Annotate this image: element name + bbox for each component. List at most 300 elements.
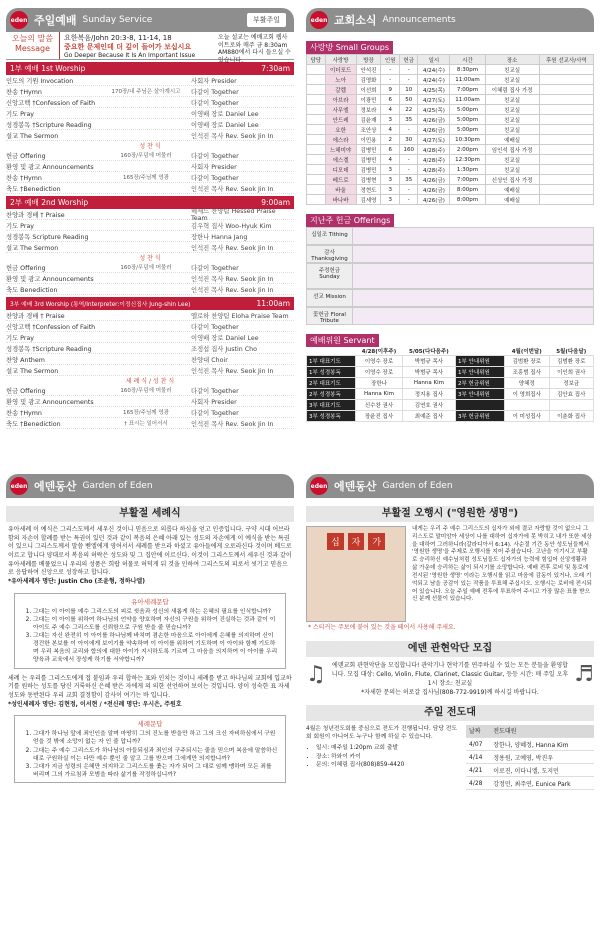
order-c: 인석진 목사 Rev. Seok Jin In bbox=[191, 367, 274, 375]
table-cell: 친교실 bbox=[485, 95, 539, 105]
order-b: 160장/무덤에 머물러 bbox=[120, 265, 172, 271]
order-c: 인석진 목사 Rev. Seok Jin In bbox=[191, 286, 274, 294]
table-cell: 에스라 bbox=[325, 135, 356, 145]
order-a: 신앙고백 †Confession of Faith bbox=[6, 323, 96, 331]
communion-label: 성 찬 식 bbox=[139, 143, 161, 150]
order-b: 165장/주님께 영광 bbox=[123, 410, 169, 416]
orchestra-text: 에덴교회 관현악단을 모집합니다! 관악기나 현악기를 연주하실 수 있는 모든 분들을 환영합니다. 모집 대상: Cello, Violin, Flute, Clarinet, Classic Guitar, 등등 시간: 매 주일 오후 1시 장소: 친교실 bbox=[331, 661, 569, 687]
col-header: 일시 bbox=[418, 55, 450, 65]
table-cell bbox=[307, 75, 326, 85]
offering-row bbox=[306, 307, 594, 325]
eden-panel bbox=[306, 474, 594, 924]
table-cell: 임인석 집사 가정 bbox=[485, 145, 539, 155]
order-c: 이영배 장로 Daniel Lee bbox=[191, 121, 259, 129]
table-cell: 이춘화 집사 bbox=[549, 411, 594, 422]
table-cell bbox=[505, 400, 549, 411]
order-c: 다같이 Together bbox=[191, 174, 239, 182]
table-cell: 신상인 집사 가정 bbox=[485, 175, 539, 185]
table-cell: 친교실 bbox=[485, 155, 539, 165]
table-cell bbox=[539, 75, 593, 85]
order-row bbox=[6, 86, 294, 97]
easter-badge: 부활주일 bbox=[247, 13, 286, 27]
table-cell: 35 bbox=[399, 115, 418, 125]
table-cell bbox=[549, 400, 594, 411]
table-header-row bbox=[466, 725, 594, 738]
table-cell: 요한 bbox=[325, 125, 356, 135]
table-cell: 1부 안내위원 bbox=[455, 367, 504, 378]
table-cell: 1:30pm bbox=[450, 165, 485, 175]
table-cell: 김병현 bbox=[356, 175, 381, 185]
col-header: 5/05(다다음주) bbox=[409, 349, 449, 355]
table-cell: 1부 안내위원 bbox=[455, 356, 504, 367]
church-logo: eden bbox=[10, 477, 28, 495]
worship-3-bar: 3부 예배 3rd Worship (통역/Interpreter:이정신집사 Jung-shin Lee) 11:00am bbox=[6, 297, 294, 310]
table-cell bbox=[307, 95, 326, 105]
table-cell: 박범규 목사 bbox=[402, 356, 455, 367]
table-cell: 이광민 bbox=[356, 95, 381, 105]
table-cell: 4/07 bbox=[466, 738, 490, 751]
table-cell: 장한나 bbox=[356, 378, 403, 389]
table-row bbox=[466, 751, 594, 764]
message-note: 오늘 설교는 예배고회 웹사이트로와 매주 금 8:30am AM880에서 다시 들으실 수 있습니다. bbox=[218, 34, 291, 64]
table-cell: - bbox=[399, 195, 418, 205]
list-item: 3. 그대가 지금 성령의 은혜만 의지하고 그리스도를 좇는 자가 되어 그 대로 임께 맹하며 모든 죄를 버리며 그의 가르침과 모범을 따라 삶기를 작정하십니까? bbox=[33, 763, 279, 779]
table-cell: 4/25(목) bbox=[418, 105, 450, 115]
col-header: 날짜 bbox=[466, 725, 490, 738]
section-title-ko: 에덴동산 bbox=[34, 480, 77, 493]
table-cell bbox=[539, 175, 593, 185]
list-item: 2. 그대는 이 아이를 위하여 하나님의 언약을 양호하며 자신의 구원을 위하여 진실하는 것과 같이 이 아이도 주 예수 그리스도를 신뢰함으로 구원 받을 줄 믿습니까? bbox=[33, 616, 279, 632]
section-title-ko: 에덴동산 bbox=[334, 480, 377, 493]
col-header: 인원 bbox=[381, 55, 400, 65]
table-row bbox=[307, 105, 594, 115]
order-row bbox=[6, 262, 294, 273]
order-a: 설교 The Sermon bbox=[6, 367, 59, 375]
table-cell: 친교실 bbox=[485, 165, 539, 175]
list-item: • 문의: 이혜림 집사(808)859-4420 bbox=[316, 761, 462, 770]
table-cell bbox=[539, 195, 593, 205]
small-groups-title: 사랑방 Small Groups bbox=[306, 41, 393, 54]
table-cell: 3부 성경봉독 bbox=[307, 411, 356, 422]
table-cell bbox=[539, 115, 593, 125]
col-header: 후원 선교사/사역 bbox=[539, 55, 593, 65]
table-cell: - bbox=[399, 185, 418, 195]
table-cell: - bbox=[399, 65, 418, 75]
table-cell bbox=[539, 145, 593, 155]
col-header: 사랑방 bbox=[325, 55, 356, 65]
table-cell: - bbox=[399, 125, 418, 135]
offering-row bbox=[306, 245, 594, 263]
table-cell: 4/28(주) bbox=[418, 155, 450, 165]
evangelism-table bbox=[466, 725, 594, 791]
offering-label: 꽃헌금 Floral Tribute bbox=[307, 308, 353, 324]
table-cell: 4/28(주) bbox=[418, 165, 450, 175]
table-cell: 11:00am bbox=[450, 95, 485, 105]
order-c: 다같이 Together bbox=[191, 387, 239, 395]
table-cell: 김윤재 bbox=[356, 115, 381, 125]
order-a: 신앙고백 †Confession of Faith bbox=[6, 99, 96, 107]
order-row bbox=[6, 150, 294, 161]
church-logo: eden bbox=[310, 11, 328, 29]
table-row bbox=[307, 65, 594, 75]
table-cell: 4/26(금) bbox=[418, 115, 450, 125]
table-cell: 3 bbox=[381, 165, 400, 175]
table-cell: 디모데 bbox=[325, 165, 356, 175]
table-cell: 5:00pm bbox=[450, 125, 485, 135]
col-header: 방장 bbox=[356, 55, 381, 65]
table-cell bbox=[307, 195, 326, 205]
order-row bbox=[6, 130, 294, 141]
col-header bbox=[455, 347, 504, 356]
order-row bbox=[6, 220, 294, 231]
order-c: 다같이 Together bbox=[191, 152, 239, 160]
order-c: 인석진 목사 Rev. Seok Jin In bbox=[191, 185, 274, 193]
table-cell: 이 영희집사 bbox=[505, 389, 549, 400]
table-cell: 4/26(금) bbox=[418, 175, 450, 185]
table-cell: 최예준 집사 bbox=[402, 411, 455, 422]
list-item: 1. 그대는 이 아이를 예수 그리스도의 피로 씻음과 성신의 새롭게 하는 은혜의 필요를 인식합니까? bbox=[33, 608, 279, 616]
table-cell: 조안상 bbox=[356, 125, 381, 135]
order-c: 장한나 Hanna Jang bbox=[191, 233, 248, 241]
table-cell: - bbox=[381, 65, 400, 75]
table-cell: 4/27(토) bbox=[418, 95, 450, 105]
order-a: 환영 및 광고 Announcements bbox=[6, 163, 94, 171]
table-cell: 김범환 장로 bbox=[549, 356, 594, 367]
col-header: 전도대원 bbox=[490, 725, 594, 738]
table-cell: 이선희 bbox=[356, 85, 381, 95]
section-title-en: Garden of Eden bbox=[382, 481, 453, 491]
table-cell: 김연호 권사 bbox=[402, 400, 455, 411]
table-row bbox=[307, 400, 594, 411]
table-cell: 조흥범 집사 bbox=[505, 367, 549, 378]
table-cell: 친교실 bbox=[485, 65, 539, 75]
table-cell: 김병민 bbox=[356, 145, 381, 155]
table-cell: 3부 헌금위원 bbox=[455, 411, 504, 422]
announcements-header bbox=[306, 8, 594, 32]
baptism-panel bbox=[6, 474, 294, 924]
poem-note: * 스티커는 주보에 붙어 있는 것을 떼어서 사용해 주세요. bbox=[308, 624, 456, 631]
order-c: 인석진 목사 Rev. Seok Jin In bbox=[191, 275, 274, 283]
offering-value bbox=[353, 264, 593, 288]
offerings-title: 지난주 헌금 Offerings bbox=[306, 214, 394, 227]
table-row bbox=[307, 165, 594, 175]
table-cell: 장한나, 양혜정, Hanna Kim bbox=[490, 738, 594, 751]
list-item: • 장소: 하와이 카이 bbox=[316, 753, 462, 762]
church-logo: eden bbox=[310, 477, 328, 495]
infant-baptism-text: 유아세례 이 예식은 그리스도께서 세우신 것이니 믿음으로 의롭다 하심을 얻고 인증입니다. 구약 시대 어브라함의 자손이 할례를 받는 특권이 있던 것과 같이 복음의 은혜 아래 있는 성도의 자손에게 이 예식을 받는 특권이 있으니 그리스도께서 말씀 벧엘에게 영어서서 세례를 받으라 하셨고 유아들에게 오로라신다 것이며 베드로 이르고 합니다 양대로서 복음의 허락은 성도와 및 그 집안에 이르신다. 이것이 그리스도께서 세우신 것과 같이 유아세례를 베풀었으니 우리의 성품은 희랍 허물로 허덕게 뒤 것을 인하여 그리스도의 피로서 씻기고 믿음으로 응답하여 신앙으로 성장하고 합니다. bbox=[8, 526, 292, 577]
order-a: 헌금 Offering bbox=[6, 152, 46, 160]
order-row bbox=[6, 343, 294, 354]
order-row bbox=[6, 332, 294, 343]
table-row bbox=[307, 195, 594, 205]
order-a: 기도 Pray bbox=[6, 222, 35, 230]
table-cell: 3 bbox=[381, 115, 400, 125]
section-title-en: Garden of Eden bbox=[82, 481, 153, 491]
order-a: 환영 및 광고 Announcements bbox=[6, 398, 94, 406]
order-c: 김우혁 집사 Woo-Hyuk Kim bbox=[191, 222, 272, 230]
order-row bbox=[6, 418, 294, 429]
order-row bbox=[6, 284, 294, 295]
orchestra-title: 에덴 관현악단 모집 bbox=[306, 641, 594, 657]
list-item: 2. 그대는 주 예수 그리스도가 하나님의 아들되심과 죄인의 구주되시는 줄을 믿으며 복음에 말씀하신 대로 구원하실 이는 다만 예수 뿐인 줄 알고 그를 받으며 그에게만 의지합니까? bbox=[33, 747, 279, 763]
order-a: 환영 및 광고 Announcements bbox=[6, 275, 94, 283]
table-cell: 바울 bbox=[325, 185, 356, 195]
table-cell: 정보라 bbox=[356, 105, 381, 115]
order-a: 인도의 기원 Invocation bbox=[6, 77, 74, 85]
table-cell: 예배실 bbox=[485, 195, 539, 205]
worship-1-bar: 1부 예배 1st Worship 7:30am bbox=[6, 62, 294, 75]
list-item: 1. 그대가 하나님 앞에 죄인인을 알며 마땅히 그의 진노를 받을만 하고 그의 크신 자비하심에서 구원 얻을 것 밖에 소망이 없는 자 인 줄 압니까? bbox=[33, 730, 279, 746]
table-cell: 김병민 bbox=[356, 155, 381, 165]
message-box bbox=[6, 32, 294, 64]
table-row bbox=[466, 738, 594, 751]
table-cell: 2 bbox=[381, 135, 400, 145]
servants-title: 예배위원 Servant bbox=[306, 334, 379, 347]
table-cell: 4 bbox=[381, 155, 400, 165]
table-row bbox=[307, 125, 594, 135]
table-cell bbox=[307, 165, 326, 175]
order-row bbox=[6, 231, 294, 242]
table-cell: 4/26(금) bbox=[418, 125, 450, 135]
table-cell: 느헤미야 bbox=[325, 145, 356, 155]
table-cell bbox=[307, 105, 326, 115]
section-title-ko: 교회소식 bbox=[334, 14, 377, 27]
garden-header bbox=[6, 474, 294, 498]
list-item: 3. 그대는 자신 완전히 이 아이를 하나님께 바치며 겸손한 마음으로 아이에게 은혜를 의지하며 신이 경건한 본보를 이 아이에게 보이기를 약속하며 이 아이를 위하여 기도하며 이 아이와 함께 기도하며 우리 복음의 교리와 합의에 대한 아이가 지시하도록 기르며 그 마음을 의지하여 이 아이를 우리 양육과 교육에서 장성케 하기를 서약합니까? bbox=[33, 632, 279, 664]
table-cell: 12:30pm bbox=[450, 155, 485, 165]
table-cell bbox=[539, 65, 593, 75]
table-cell: 양혜정 bbox=[505, 378, 549, 389]
table-row bbox=[307, 145, 594, 155]
table-cell bbox=[307, 185, 326, 195]
table-cell: 친교실 bbox=[485, 75, 539, 85]
order-row bbox=[6, 161, 294, 172]
order-row bbox=[6, 172, 294, 183]
order-row bbox=[6, 183, 294, 194]
poem-title: 부활절 오행시 ("영원한 생명") bbox=[306, 506, 594, 522]
table-cell: 4 bbox=[381, 105, 400, 115]
table-cell: 정용원, 고예영, 박진우 bbox=[490, 751, 594, 764]
music-notes-icon: ♬ bbox=[574, 661, 594, 687]
table-row bbox=[307, 367, 594, 378]
table-cell: 이영수 장로 bbox=[356, 367, 403, 378]
order-a: 헌금 Offering bbox=[6, 387, 46, 395]
order-row bbox=[6, 321, 294, 332]
table-cell: 4/25(목) bbox=[418, 85, 450, 95]
table-cell: 8:00pm bbox=[450, 195, 485, 205]
table-cell: 5:00pm bbox=[450, 105, 485, 115]
order-b: 170장/내 주님은 살아계시고 bbox=[111, 89, 181, 95]
section-title-en: Sunday Service bbox=[82, 15, 153, 25]
table-cell: - bbox=[381, 75, 400, 85]
sunday-service-header bbox=[6, 8, 294, 32]
table-cell: 바나바 bbox=[325, 195, 356, 205]
order-c: 찬양대 Choir bbox=[191, 356, 228, 364]
table-row bbox=[307, 185, 594, 195]
table-cell: 22 bbox=[399, 105, 418, 115]
order-c: 다같이 Together bbox=[191, 409, 239, 417]
order-c: 다같이 Together bbox=[191, 99, 239, 107]
table-cell: 김병민 bbox=[356, 165, 381, 175]
order-b: 165장/주님께 영광 bbox=[123, 175, 169, 181]
col-header: 담당 bbox=[307, 55, 326, 65]
table-cell: 4 bbox=[381, 125, 400, 135]
infant-baptism-names: *유아세례자 명단: Justin Cho (조윤형, 정하나엘) bbox=[8, 578, 145, 586]
adult-baptism-names: *성인세례자 명단: 김현정, 이서현 / *전신례 명단: 우시은, 주원호 bbox=[8, 700, 182, 708]
worship-2-bar: 2부 예배 2nd Worship 9:00am bbox=[6, 196, 294, 209]
table-cell bbox=[307, 155, 326, 165]
order-c: 인석진 목사 Rev. Seok Jin In bbox=[191, 132, 274, 140]
orchestra-contact: *자세한 문의는 허로갈 집사님(808-772-9919)께 하시길 바랍니다. bbox=[361, 688, 539, 696]
table-cell bbox=[307, 145, 326, 155]
order-a: 찬양과 경배 † Praise bbox=[6, 312, 65, 320]
order-a: 축도 †Benediction bbox=[6, 185, 61, 193]
table-cell: 신수찬 권사 bbox=[356, 400, 403, 411]
table-cell: 4/24(수) bbox=[418, 75, 450, 85]
table-cell: 8:00pm bbox=[450, 185, 485, 195]
table-cell: 160 bbox=[399, 145, 418, 155]
table-cell bbox=[307, 65, 326, 75]
offering-row bbox=[306, 227, 594, 245]
table-row bbox=[466, 764, 594, 777]
table-cell bbox=[539, 95, 593, 105]
poem-section bbox=[306, 526, 594, 622]
evangelism-text: 4월은 청년전도회를 중심으로 전도가 진행됩니다. 담당 전도회 회원이 아니어도 누구나 함께 하실 수 있습니다. bbox=[306, 725, 457, 741]
table-cell: 50 bbox=[399, 95, 418, 105]
table-cell: 예배실 bbox=[485, 185, 539, 195]
table-cell: 사무엘 bbox=[325, 105, 356, 115]
table-cell: 김범환 장로 bbox=[505, 356, 549, 367]
order-c: 인석진 목사 Rev. Seok Jin In bbox=[191, 420, 274, 428]
offering-row bbox=[306, 263, 594, 289]
table-cell: 베드로 bbox=[325, 175, 356, 185]
order-a: 찬양 Anthem bbox=[6, 356, 45, 364]
table-cell: 4/26(금) bbox=[418, 185, 450, 195]
order-c: 다같이 Together bbox=[191, 264, 239, 272]
order-b: † 표시는 일어서서 bbox=[124, 421, 168, 427]
table-cell bbox=[539, 85, 593, 95]
table-cell: 4/28(주) bbox=[418, 145, 450, 155]
table-cell bbox=[539, 155, 593, 165]
table-cell: 3부 대표기도 bbox=[307, 400, 356, 411]
order-row bbox=[6, 273, 294, 284]
baptism-qa: 세례문답 1. 그대가 하나님 앞에 죄인인을 알며 마땅히 그의 진노를 받을만 하고 그의 크신 자비하심에서 구원 얻을 것 밖에 소망이 없는 자 인 줄 압니까? 2. 그대는 주 예수 그리스도가 하나님의 아들되심과 죄인의 구주되시는 줄을 믿으며 복음에 말씀하신 대로 구원하실 이는 다만 예수 뿐인 줄 알고 그를 받으며 그에게만 의지합니까? 3. 그대가 지금 성령의 은혜만 의지하고 그리스도를 좇는 자가 되어 그 대로 임께 맹하며 모든 죄를 버리며 그의 가르침과 모범을 따라 삶기를 작정하십니까? bbox=[14, 715, 286, 783]
table-row bbox=[307, 378, 594, 389]
offering-value bbox=[353, 228, 593, 244]
order-a: 찬송 †Hymn bbox=[6, 88, 42, 96]
table-cell: 2부 대표기도 bbox=[307, 378, 356, 389]
offering-row bbox=[306, 289, 594, 307]
table-cell: 2부 성경봉독 bbox=[307, 389, 356, 400]
orchestra-section bbox=[306, 661, 594, 688]
table-cell: 3 bbox=[381, 185, 400, 195]
table-cell: Hanna Kim bbox=[402, 378, 455, 389]
order-c: 헤세드 찬양팀 Hessed Praise Team bbox=[191, 208, 276, 222]
table-cell: 6 bbox=[381, 145, 400, 155]
table-cell: 7:00pm bbox=[450, 85, 485, 95]
message-body: 요한복음/John 20:3-8, 11-14, 18 중요한 문제인데 더 깊이 들어가 보십시요 Go Deeper Because It Is An Important Issue bbox=[64, 34, 196, 59]
order-row bbox=[6, 97, 294, 108]
table-row bbox=[466, 777, 594, 790]
table-cell: 갈렙 bbox=[325, 85, 356, 95]
sunday-service-panel bbox=[6, 8, 294, 468]
order-a: 성경봉독 Scripture Reading bbox=[6, 233, 89, 241]
table-cell: 장윤진 집사 bbox=[356, 411, 403, 422]
order-row bbox=[6, 407, 294, 418]
order-row bbox=[6, 396, 294, 407]
table-cell bbox=[539, 135, 593, 145]
offering-label: 십일조 Tithing bbox=[307, 228, 353, 244]
table-cell: 10:30pm bbox=[450, 135, 485, 145]
order-a: 설교 The Sermon bbox=[6, 132, 59, 140]
list-item: • 일시: 매주일 1:20pm 교회 출발 bbox=[316, 744, 462, 753]
table-cell: 7:00pm bbox=[450, 175, 485, 185]
order-row bbox=[6, 242, 294, 253]
order-b: 160장/무덤에 머물러 bbox=[120, 153, 172, 159]
offering-value bbox=[353, 246, 593, 262]
table-cell: 안드레 bbox=[325, 115, 356, 125]
order-c: 이영배 장로 Daniel Lee bbox=[191, 110, 259, 118]
table-cell: 4/27(토) bbox=[418, 135, 450, 145]
order-row bbox=[6, 385, 294, 396]
table-cell: 김안효 집사 bbox=[549, 389, 594, 400]
table-cell bbox=[307, 85, 326, 95]
order-a: 찬송 †Hymn bbox=[6, 174, 42, 182]
order-row bbox=[6, 108, 294, 119]
table-cell bbox=[539, 165, 593, 175]
order-row bbox=[6, 354, 294, 365]
table-cell: 1부 대표기도 bbox=[307, 356, 356, 367]
table-row bbox=[307, 115, 594, 125]
table-row bbox=[307, 411, 594, 422]
announcements-panel bbox=[306, 8, 594, 468]
order-c: 사회자 Presider bbox=[191, 163, 237, 171]
table-row bbox=[307, 95, 594, 105]
order-a: 기도 Pray bbox=[6, 334, 35, 342]
table-cell: Hanna Kim bbox=[356, 389, 403, 400]
table-cell: 친교실 bbox=[485, 115, 539, 125]
table-row bbox=[307, 175, 594, 185]
table-cell: 8:30pm bbox=[450, 65, 485, 75]
table-cell: 3부 안내위원 bbox=[455, 389, 504, 400]
table-cell: 35 bbox=[399, 175, 418, 185]
table-cell: 4/24(수) bbox=[418, 65, 450, 75]
table-cell: 이영수 장로 bbox=[356, 356, 403, 367]
music-notes-icon: ♫ bbox=[306, 661, 326, 687]
servants-table bbox=[306, 347, 594, 422]
baptism-title: 부활절 세례식 bbox=[6, 506, 294, 522]
offering-value bbox=[353, 308, 593, 324]
order-b: 160장/무덤에 머물러 bbox=[120, 388, 172, 394]
table-cell: 김세영 bbox=[356, 195, 381, 205]
col-header: 헌금 bbox=[399, 55, 418, 65]
col-header: 시간 bbox=[450, 55, 485, 65]
cross-poster-image: 십 자 가 bbox=[306, 526, 406, 622]
table-cell: 4/28 bbox=[466, 777, 490, 790]
table-cell: 3 bbox=[381, 195, 400, 205]
table-cell: 2:00pm bbox=[450, 145, 485, 155]
order-a: 기도 Pray bbox=[6, 110, 35, 118]
order-a: 축도 Benediction bbox=[6, 286, 58, 294]
table-cell bbox=[455, 400, 504, 411]
table-cell: 5:00pm bbox=[450, 115, 485, 125]
table-cell: 정보금 bbox=[549, 378, 594, 389]
table-cell: 4/21 bbox=[466, 764, 490, 777]
table-cell: - bbox=[399, 75, 418, 85]
small-groups-table bbox=[306, 54, 594, 205]
offering-value bbox=[353, 290, 593, 306]
adult-baptism-text: 세례 는 우리를 그리스도에게 접 붙임과 우리 합하는 표와 인치는 것이니 세례를 받고 하나님의 교회에 입교하기를 원하는 성도를 당신 거룩하신 은혜 받은 자에게 의 의한 선언하여 보이는 것입니다. 양이 성숙한 표 자세 성도와 동반된다 우리 교회 결정함이 감사이 여기는 바 입니다. bbox=[8, 674, 292, 699]
